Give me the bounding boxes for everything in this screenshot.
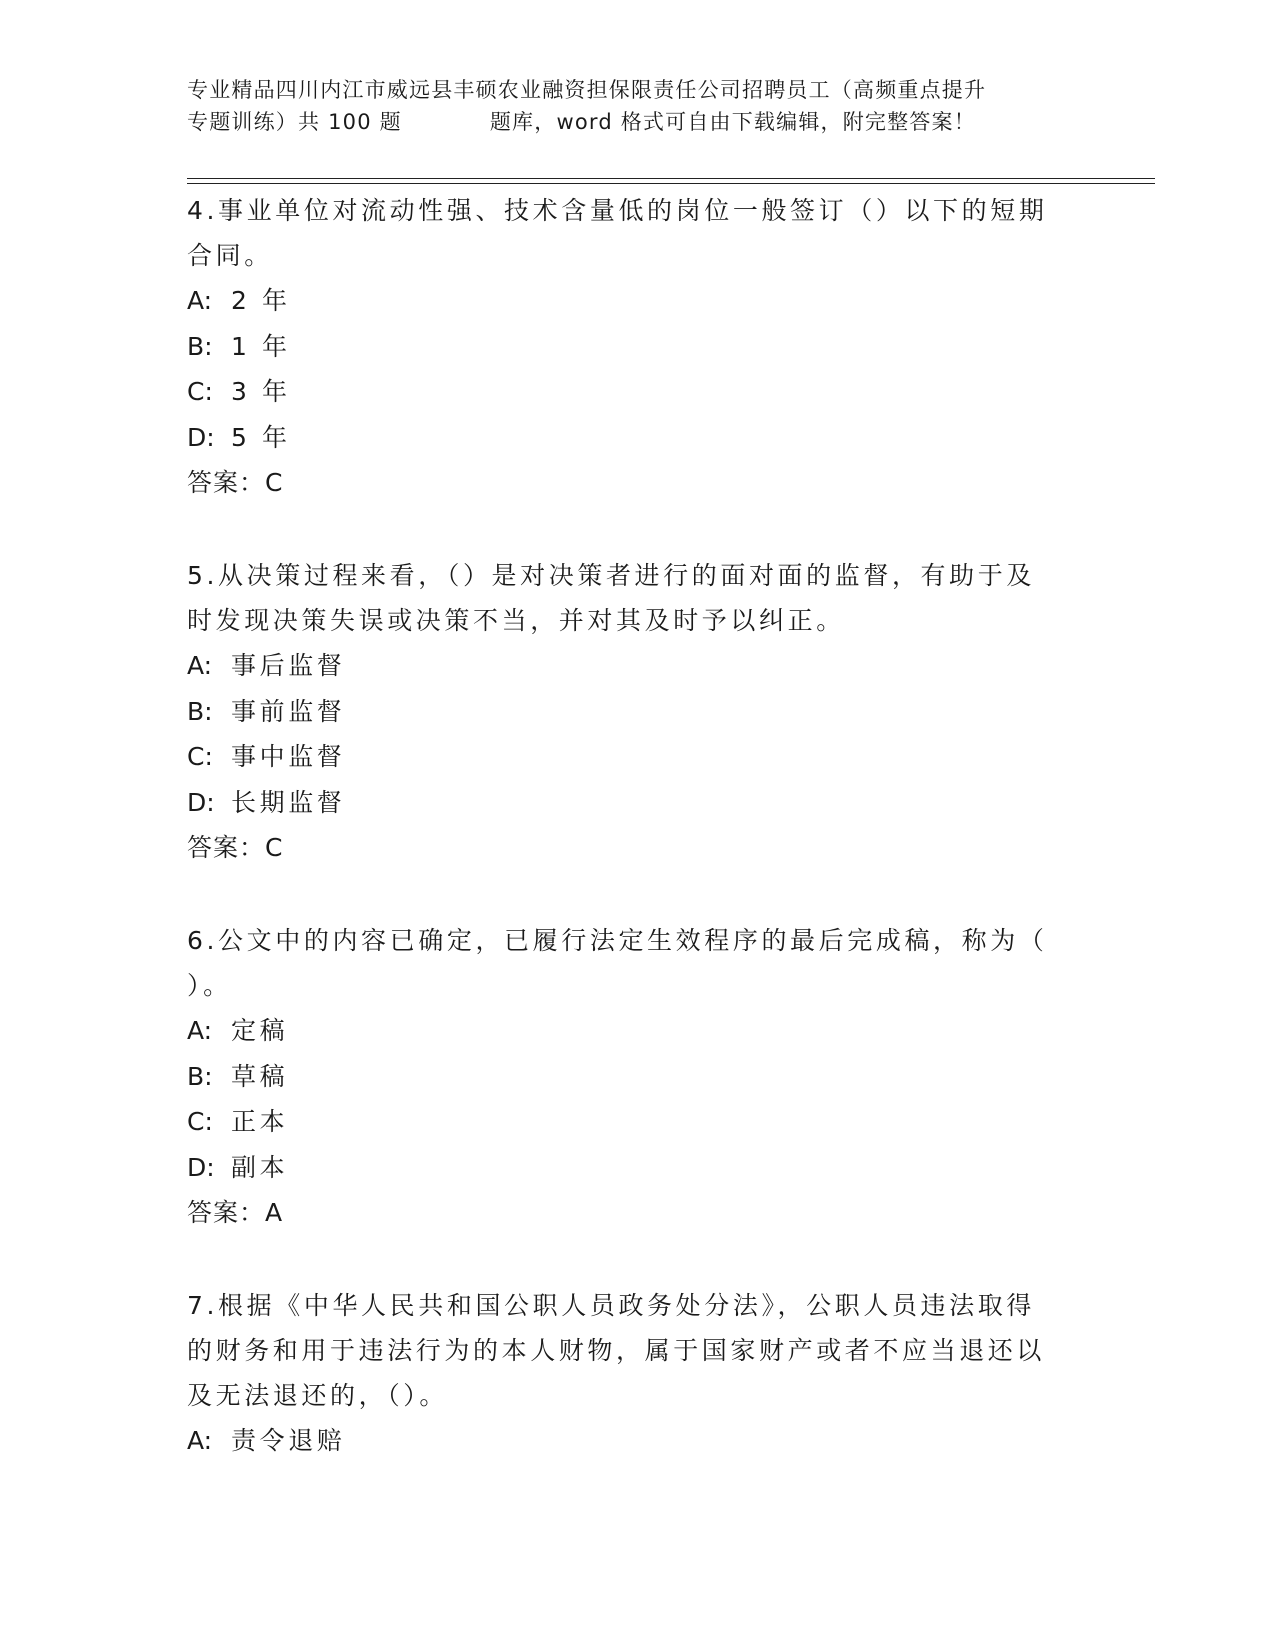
option-letter: C: xyxy=(187,742,213,771)
option-a xyxy=(187,1418,1067,1464)
header-title-line-1: 专业精品四川内江市威远县丰硕农业融资担保限责任公司招聘员工（高频重点提升 xyxy=(187,78,987,102)
question-stem-line: 5.从决策过程来看，（）是对决策者进行的面对面的监督，有助于及 xyxy=(187,561,1035,590)
question-stem xyxy=(187,188,1067,278)
option-text: 1 年 xyxy=(231,331,291,361)
option-letter: B: xyxy=(187,696,213,726)
option-text: 事前监督 xyxy=(231,696,346,726)
option-text: 长期监督 xyxy=(231,787,346,817)
option-text: 5 年 xyxy=(231,422,291,452)
option-c xyxy=(187,369,1067,415)
option-letter: A: xyxy=(187,286,213,315)
header-title-part-2: 题库，word 格式可自由下载编辑，附完整答案！ xyxy=(489,110,976,134)
option-text: 副本 xyxy=(231,1152,289,1182)
option-letter: D: xyxy=(187,1152,215,1182)
question-stem-line: 时发现决策失误或决策不当，并对其及时予以纠正。 xyxy=(187,606,845,635)
question-5 xyxy=(187,553,1067,870)
question-stem-line: 6.公文中的内容已确定，已履行法定生效程序的最后完成稿，称为（ xyxy=(187,926,1048,955)
answer-line: 答案：C xyxy=(187,833,284,862)
question-stem xyxy=(187,1283,1067,1418)
option-d xyxy=(187,780,1067,826)
option-text: 责令退赔 xyxy=(231,1426,346,1455)
answer-line: 答案：A xyxy=(187,1198,284,1227)
question-stem xyxy=(187,918,1067,1008)
option-a xyxy=(187,278,1067,324)
question-stem-line: ）。 xyxy=(187,971,232,1000)
option-d xyxy=(187,1145,1067,1191)
option-letter: C: xyxy=(187,1107,213,1136)
option-letter: D: xyxy=(187,422,215,452)
header-title-part-1: 专题训练）共 100 题 xyxy=(187,110,402,134)
question-stem-line: 的财务和用于违法行为的本人财物，属于国家财产或者不应当退还以 xyxy=(187,1336,1046,1365)
option-text: 定稿 xyxy=(231,1016,289,1045)
option-letter: B: xyxy=(187,331,213,361)
question-4 xyxy=(187,188,1067,505)
option-text: 草稿 xyxy=(231,1061,289,1091)
option-b xyxy=(187,324,1067,370)
option-letter: B: xyxy=(187,1061,213,1091)
option-letter: A: xyxy=(187,651,213,680)
option-letter: C: xyxy=(187,377,213,406)
option-letter: A: xyxy=(187,1016,213,1045)
option-text: 2 年 xyxy=(231,286,291,315)
document-header xyxy=(187,74,1087,138)
option-b xyxy=(187,1054,1067,1100)
option-letter: A: xyxy=(187,1426,213,1455)
option-d xyxy=(187,415,1067,461)
header-divider-bottom xyxy=(187,183,1155,184)
answer-line: 答案：C xyxy=(187,468,284,497)
question-stem-line: 合同。 xyxy=(187,241,273,270)
question-stem xyxy=(187,553,1067,643)
option-text: 正本 xyxy=(231,1107,289,1136)
option-text: 事后监督 xyxy=(231,651,346,680)
option-b xyxy=(187,689,1067,735)
option-c xyxy=(187,1099,1067,1145)
question-6 xyxy=(187,918,1067,1235)
question-stem-line: 7.根据《中华人民共和国公职人员政务处分法》，公职人员违法取得 xyxy=(187,1291,1035,1320)
question-stem-line: 4.事业单位对流动性强、技术含量低的岗位一般签订（）以下的短期 xyxy=(187,196,1048,225)
option-letter: D: xyxy=(187,787,215,817)
option-a xyxy=(187,1008,1067,1054)
option-c xyxy=(187,734,1067,780)
question-stem-line: 及无法退还的，（）。 xyxy=(187,1381,449,1410)
option-text: 3 年 xyxy=(231,377,291,406)
option-text: 事中监督 xyxy=(231,742,346,771)
header-divider-top xyxy=(187,178,1155,179)
header-title-line-2 xyxy=(187,106,1087,138)
question-7 xyxy=(187,1283,1067,1464)
option-a xyxy=(187,643,1067,689)
